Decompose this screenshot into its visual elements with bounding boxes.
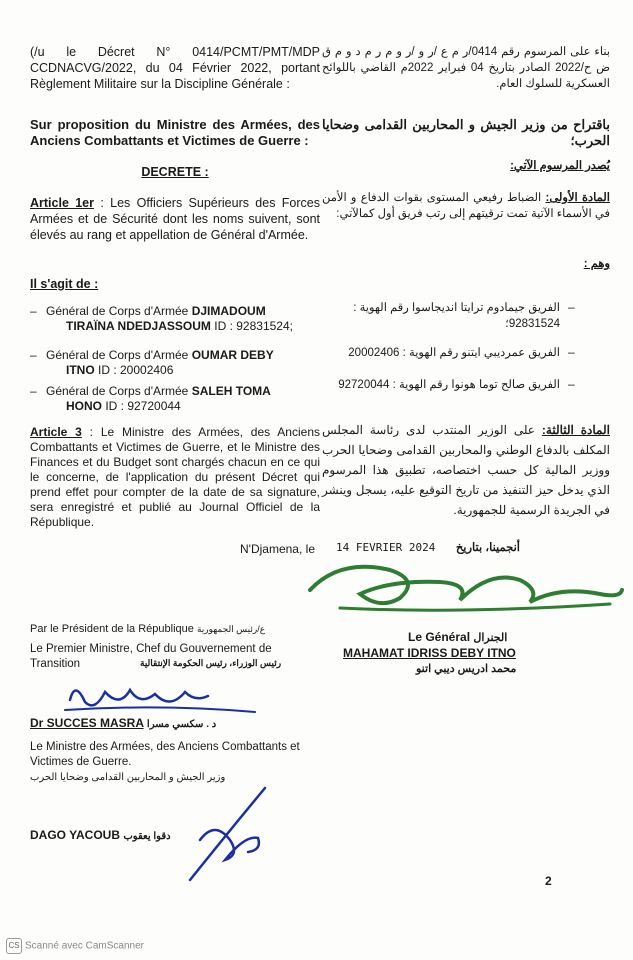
ar-article-3: المادة الثالثة: على الوزير المنتدب لدى رئاسة المجلس المكلف بالدفاع الوطني والمحاربين القدامى وضحايا الحرب ووزير المالية كل حسب اختصاصه، تطبيق هذا المرسوم الذي يدخل حيز التنفيذ من تاريخ التوقيع عليه، يسجل وينشر في الجريدة الرسمية للجمهورية.: [322, 423, 610, 517]
president-name-ar: محمد ادريس ديبي اتنو: [416, 663, 517, 675]
list-dash: –: [30, 384, 37, 398]
minister-title-ar: وزير الجيش و المحاربين القدامى وضحايا الحرب: [30, 772, 226, 783]
president-signature: [300, 550, 630, 620]
president-title: Le Général الجنرال: [408, 630, 508, 644]
ar-proposition: باقتراح من وزير الجيش و المحاربين القدامى وضحايا الحرب؛: [322, 117, 610, 148]
list-dash: –: [568, 300, 575, 314]
fr-decrete: DECRETE :: [141, 165, 209, 179]
fr-vu-decret: (/u le Décret N° 0414/PCMT/PMT/MDP CCDNACVG/2022, du 04 Février 2022, portant Règlement Militaire sur la Discipline Générale :: [30, 45, 320, 91]
pm-title-ar: رئيس الوزراء، رئيس الحكومة الإنتقالية: [140, 658, 282, 668]
scanner-footer: [6, 938, 144, 954]
ar-article-1: المادة الأولى: الضباط رفيعي المستوى بقوات الدفاع و الأمن في الأسماء الآتية تمت ترقيتهم إلى رتب فريق أول كمالآتي:: [322, 192, 610, 220]
list-item: الفريق صالح توما هونوا رقم الهوية : 92720044: [338, 379, 560, 391]
list-item: الفريق عمرديبي ايتنو رقم الهوية : 20002406: [348, 347, 560, 359]
list-item: الفريق جيمادوم ترايتا انديجاسوا رقم الهوية : 92831524؛: [353, 302, 560, 330]
footer-text: Scanné avec CamScanner: [25, 940, 144, 952]
pm-name: Dr SUCCES MASRA د . سكسي مسرا: [30, 716, 217, 730]
minister-title: Le Ministre des Armées, des Anciens Combattants et Victimes de Guerre.: [30, 741, 300, 768]
ar-il-sagit: وهم :: [583, 258, 610, 270]
pm-title: Le Premier Ministre, Chef du Gouvernement de Transition: [30, 643, 272, 670]
list-item: Général de Corps d'Armée OUMAR DEBY ITNO ID : 20002406: [46, 348, 274, 377]
president-name: MAHAMAT IDRISS DEBY ITNO: [343, 646, 516, 660]
list-dash: –: [568, 377, 575, 391]
par-le-president: Par le Président de la République ع/رئيس الجمهورية: [30, 623, 266, 635]
fr-article-3: Article 3 : Le Ministre des Armées, des Anciens Combattants et Victimes de Guerre, et le Ministre des Finances et du Budget sont chargés chacun en ce qui le concerne, de l'application du présent Décret qui prend effet pour compter de la date de sa signature, sera enregistré et publié au Journal Officiel de la République.: [30, 425, 320, 529]
fr-article-1: Article 1er : Les Officiers Supérieurs des Forces Armées et de Sécurité dont les noms suivent, sont élevés au rang et appellation de Général d'Armée.: [30, 196, 320, 242]
date-stamp: 14 FEVRIER 2024: [336, 541, 436, 554]
fr-proposition: Sur proposition du Ministre des Armées, des Anciens Combattants et Victimes de Guerre :: [30, 117, 320, 148]
minister-signature: [170, 780, 280, 890]
ar-place-date: أنجمينا، بتاريخ: [455, 542, 520, 554]
fr-place-date: N'Djamena, le: [240, 542, 315, 556]
list-dash: –: [30, 304, 37, 318]
pm-signature: [60, 672, 260, 722]
ar-decrete: يُصدر المرسوم الآتي:: [510, 160, 610, 172]
camscanner-logo-icon: CS: [6, 938, 22, 954]
list-dash: –: [568, 345, 575, 359]
ar-vu-decret: بناء على المرسوم رقم 0414/ر م ع /ر و /ر و م ر م د و م ق ض ح/2022 الصادر بتاريخ 04 فبراير 2022م القاضي باللوائح العسكرية للسلوك العام.: [322, 46, 610, 90]
list-dash: –: [30, 348, 37, 362]
list-item: Général de Corps d'Armée SALEH TOMA HONO ID : 92720044: [46, 384, 271, 413]
fr-il-sagit: Il s'agit de :: [30, 277, 99, 291]
minister-name: DAGO YACOUB دقوا يعقوب: [30, 828, 171, 842]
page-number: 2: [545, 874, 552, 888]
list-item: Général de Corps d'Armée DJIMADOUM TIRAÏNA NDEDJASSOUM ID : 92831524;: [46, 304, 293, 333]
